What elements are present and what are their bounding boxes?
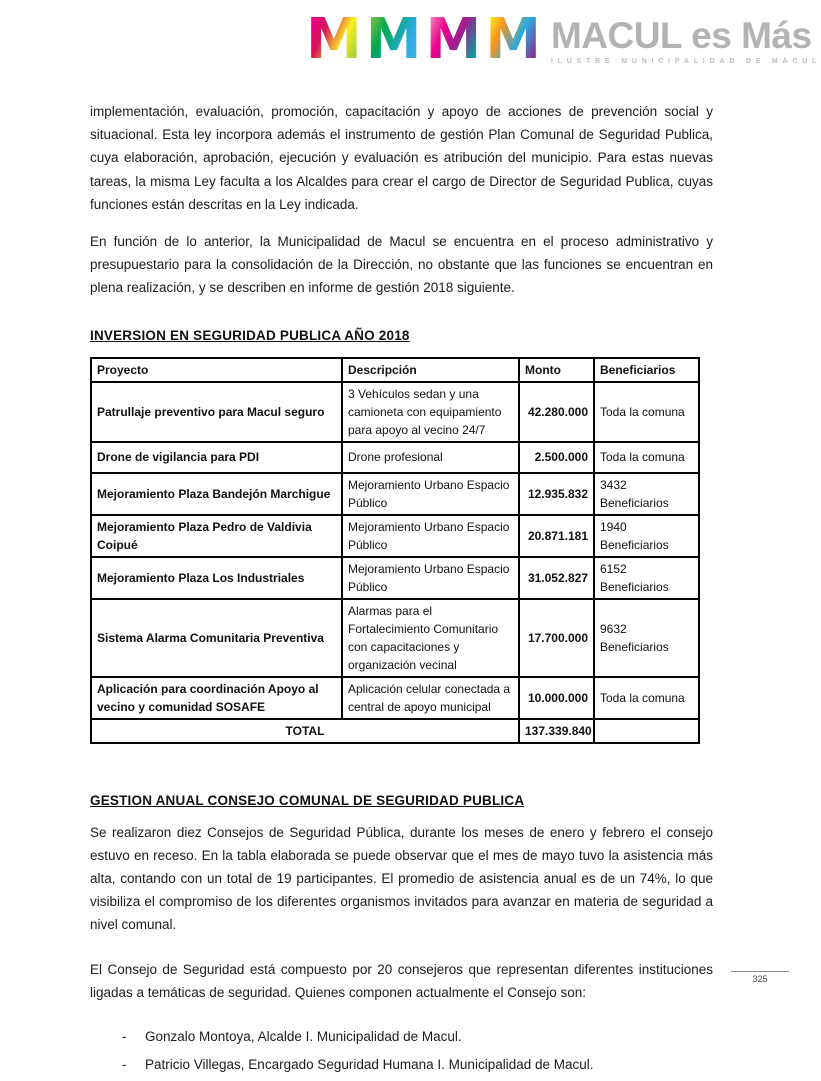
- table-row: [91, 473, 699, 515]
- gestion-paragraph-2: El Consejo de Seguridad está compuesto por 20 consejeros que representan diferentes instituciones ligadas a temáticas de seguridad. Quienes componen actualmente el Consejo son:: [90, 961, 713, 1000]
- council-member: Patricio Villegas, Encargado Seguridad Humana I. Municipalidad de Macul.: [145, 1057, 594, 1073]
- logo-mmmm-icon: [306, 7, 541, 72]
- cell-beneficiarios: 9632 Beneficiarios: [594, 599, 699, 677]
- cell-monto: 42.280.000: [519, 382, 594, 442]
- cell-proyecto: Drone de vigilancia para PDI: [91, 442, 342, 473]
- cell-beneficiarios: Toda la comuna: [594, 677, 699, 719]
- cell-descripcion: Drone profesional: [342, 442, 519, 473]
- logo-title: MACUL es Más: [550, 15, 812, 56]
- cell-descripcion: Aplicación celular conectada a central de apoyo municipal: [342, 677, 519, 719]
- logo-wordmark: [551, 14, 821, 65]
- cell-beneficiarios: 3432 Beneficiarios: [594, 473, 699, 515]
- intro-paragraph-2: En función de lo anterior, la Municipalidad de Macul se encuentra en el proceso administrativo y presupuestario para la consolidación de la Dirección, no obstante que las funciones se encuentran en plena realización, y se describen en informe de gestión 2018 siguiente.: [90, 234, 713, 296]
- page-number: 325: [752, 974, 768, 984]
- total-label: TOTAL: [91, 719, 519, 743]
- logo-subtitle: ILUSTRE MUNICIPALIDAD DE MACUL: [550, 58, 821, 65]
- table-row: [91, 515, 699, 557]
- document-body: [90, 100, 713, 1081]
- list-dash: -: [122, 1057, 127, 1073]
- council-members-list: [90, 1025, 713, 1076]
- cell-monto: 20.871.181: [519, 515, 594, 557]
- cell-proyecto: Sistema Alarma Comunitaria Preventiva: [91, 599, 342, 677]
- column-header-descripcion: Descripción: [342, 358, 519, 382]
- cell-monto: 10.000.000: [519, 677, 594, 719]
- cell-proyecto: Mejoramiento Plaza Bandejón Marchigue: [91, 473, 342, 515]
- page-footer: [731, 971, 789, 984]
- list-dash: -: [122, 1029, 127, 1045]
- gestion-paragraph-1: Se realizaron diez Consejos de Seguridad Pública, durante los meses de enero y febrero el consejo estuvo en receso. En la tabla elaborada se puede observar que el mes de mayo tuvo la asistencia más alta, contando con un total de 19 participantes. El promedio de asistencia anual es de un 74%, lo que visibiliza el compromiso de los diferentes organismos invitados para avanzar en materia de seguridad a nivel comunal.: [90, 824, 713, 933]
- cell-descripcion: Mejoramiento Urbano Espacio Público: [342, 557, 519, 599]
- list-item: [90, 1053, 713, 1076]
- cell-beneficiarios: Toda la comuna: [594, 442, 699, 473]
- investment-table: [90, 357, 700, 744]
- cell-descripcion: Mejoramiento Urbano Espacio Público: [342, 515, 519, 557]
- cell-proyecto: Aplicación para coordinación Apoyo al vecino y comunidad SOSAFE: [91, 677, 342, 719]
- cell-beneficiarios: 6152 Beneficiarios: [594, 557, 699, 599]
- total-value: 137.339.840: [519, 719, 594, 743]
- section-heading-inversion: INVERSION EN SEGURIDAD PUBLICA AÑO 2018: [90, 327, 410, 343]
- council-member: Gonzalo Montoya, Alcalde I. Municipalidad de Macul.: [145, 1029, 462, 1045]
- table-row: [91, 599, 699, 677]
- table-row: [91, 557, 699, 599]
- column-header-beneficiarios: Beneficiarios: [594, 358, 699, 382]
- table-header-row: [91, 358, 699, 382]
- cell-proyecto: Mejoramiento Plaza Pedro de Valdivia Coipué: [91, 515, 342, 557]
- section-heading-gestion: GESTION ANUAL CONSEJO COMUNAL DE SEGURIDAD PUBLICA: [90, 792, 525, 808]
- column-header-proyecto: Proyecto: [91, 358, 342, 382]
- cell-beneficiarios: 1940 Beneficiarios: [594, 515, 699, 557]
- logo-m-icon: M: [306, 7, 362, 72]
- table-row: [91, 677, 699, 719]
- cell-monto: 17.700.000: [519, 599, 594, 677]
- cell-proyecto: Mejoramiento Plaza Los Industriales: [91, 557, 342, 599]
- cell-descripcion: Mejoramiento Urbano Espacio Público: [342, 473, 519, 515]
- cell-descripcion: Alarmas para el Fortalecimiento Comunitario con capacitaciones y organización vecinal: [342, 599, 519, 677]
- cell-descripcion: 3 Vehículos sedan y una camioneta con equipamiento para apoyo al vecino 24/7: [342, 382, 519, 442]
- list-item: [90, 1025, 713, 1048]
- column-header-monto: Monto: [519, 358, 594, 382]
- cell-monto: 12.935.832: [519, 473, 594, 515]
- cell-proyecto: Patrullaje preventivo para Macul seguro: [91, 382, 342, 442]
- cell-monto: 2.500.000: [519, 442, 594, 473]
- table-row: [91, 442, 699, 473]
- logo-m-icon: M: [485, 7, 541, 72]
- intro-paragraph-1: implementación, evaluación, promoción, capacitación y apoyo de acciones de prevención social y situacional. Esta ley incorpora además el instrumento de gestión Plan Comunal de Seguridad Publica, cuya elaboración, aprobación, ejecución y evaluación es atribución del municipio. Para estas nuevas tareas, la misma Ley faculta a los Alcaldes para crear el cargo de Director de Seguridad Publica, cuyas funciones están descritas en la Ley indicada.: [90, 104, 713, 212]
- cell-beneficiarios: Toda la comuna: [594, 382, 699, 442]
- logo-m-icon: M: [425, 7, 482, 72]
- table-total-row: [91, 719, 699, 743]
- logo-m-icon: M: [365, 7, 422, 72]
- table-row: [91, 382, 699, 442]
- total-empty-cell: [594, 719, 699, 743]
- municipal-logo: [306, 7, 821, 72]
- cell-monto: 31.052.827: [519, 557, 594, 599]
